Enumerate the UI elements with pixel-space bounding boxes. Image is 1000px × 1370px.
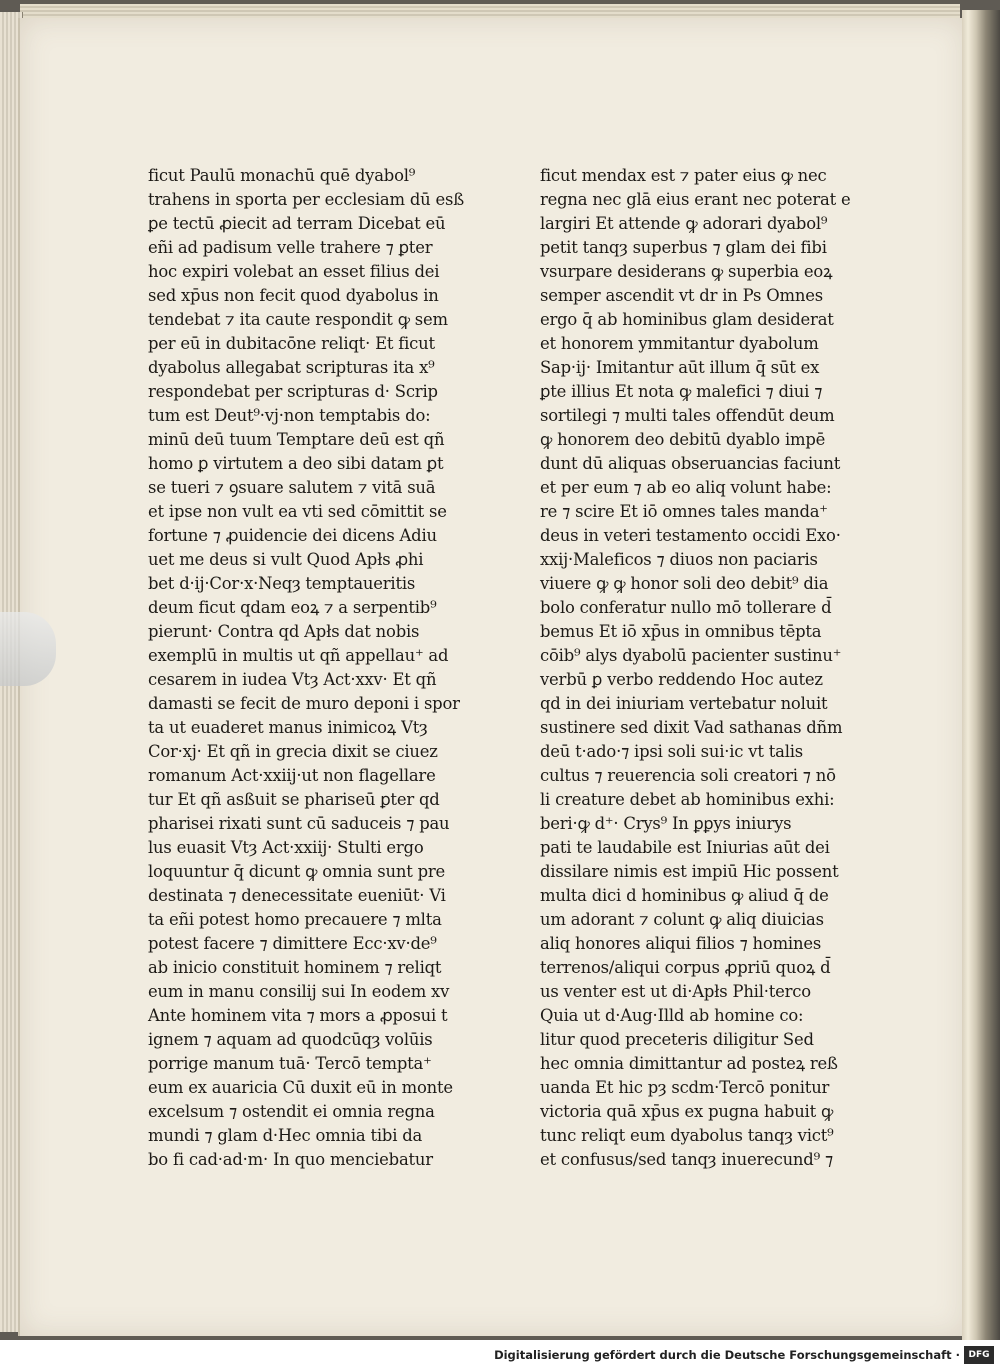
text-line: dyabolus allegabat scripturas ita x⁹	[148, 358, 435, 377]
text-line: lus euasit Vtȝ Act·xxiij· Stulti ergo	[148, 838, 424, 857]
text-line: loquuntur q̄ dicunt ꝙ omnia sunt pre	[148, 862, 446, 881]
text-line: ab inicio constituit hominem ⁊ reliqt	[148, 958, 442, 977]
text-line: hec omnia dimittantur ad posteꝝ reß	[540, 1054, 838, 1073]
text-line: Quia ut d·Aug·Illd ab homine co:	[540, 1006, 804, 1025]
text-line: bolo conferatur nullo mō tollerare d̄	[540, 598, 832, 617]
text-line: tunc reliqt eum dyabolus tanqȝ vict⁹	[540, 1126, 834, 1145]
text-line: verbū ꝑ verbo reddendo Hoc autez	[540, 670, 823, 689]
text-line: hoc expiri volebat an esset filius dei	[148, 262, 440, 281]
text-line: ꝙ honorem deo debitū dyablo impē	[540, 430, 826, 449]
text-line: destinata ⁊ denecessitate eueniūt· Vi	[148, 886, 446, 905]
text-line: vsurpare desiderans ꝙ superbia eoꝝ	[540, 262, 833, 281]
text-line: trahens in sporta per ecclesiam dū esß	[148, 190, 464, 209]
text-line: multa dici d hominibus ꝙ aliud q̄ de	[540, 886, 829, 905]
text-line: pharisei rixati sunt cū saduceis ⁊ pau	[148, 814, 450, 833]
text-line: sed xp̄us non fecit quod dyabolus in	[148, 286, 439, 305]
text-line: cōib⁹ alys dyabolū pacienter sustinu⁺	[540, 646, 842, 665]
text-line: semper ascendit vt dr in Ps Omnes	[540, 286, 823, 305]
text-line: Sap·ij· Imitantur aūt illum q̄ sūt ex	[540, 358, 820, 377]
text-line: mundi ⁊ glam d·Hec omnia tibi da	[148, 1126, 423, 1145]
text-line: eñi ad padisum velle trahere ⁊ ꝑter	[148, 238, 433, 257]
text-line: deus in veteri testamento occidi Exo·	[540, 526, 841, 545]
book-right-edge	[962, 10, 1000, 1340]
footer-bar	[0, 1340, 1000, 1370]
text-line: li creature debet ab hominibus exhi:	[540, 790, 835, 809]
text-line: pierunt· Contra qd Apłs dat nobis	[148, 622, 420, 641]
text-line: viuere ꝙ ꝙ honor soli deo debit⁹ dia	[540, 574, 829, 593]
text-line: dissilare nimis est impiū Hic possent	[540, 862, 839, 881]
text-line: deum ficut qdam eoꝝ ⁊ a serpentib⁹	[148, 598, 437, 617]
text-line: petit tanqȝ superbus ⁊ glam dei fibi	[540, 238, 827, 257]
text-line: damasti se fecit de muro deponi i spor	[148, 694, 460, 713]
text-line: minū deū tuum Temptare deū est qñ	[148, 430, 445, 449]
text-line: tur Et qñ asßuit se phariseū ꝑter qd	[148, 790, 440, 809]
text-line: ta ut euaderet manus inimicoꝝ Vtȝ	[148, 718, 428, 737]
text-line: us venter est ut di·Apłs Phil·terco	[540, 982, 811, 1001]
text-line: exemplū in multis ut qñ appellau⁺ ad	[148, 646, 449, 665]
text-line: uet me deus si vult Quod Apłs ꝓhi	[148, 550, 424, 569]
text-line: ꝑte illius Et nota ꝙ malefici ⁊ diui ⁊	[540, 382, 823, 401]
text-line: per eū in dubitacōne reliqt· Et ficut	[148, 334, 435, 353]
text-line: largiri Et attende ꝙ adorari dyabol⁹	[540, 214, 828, 233]
footer-credit: Digitalisierung gefördert durch die Deutsche Forschungsgemeinschaft ·	[494, 1348, 960, 1362]
text-line: ficut mendax est ⁊ pater eius ꝙ nec	[540, 166, 827, 185]
text-line: tendebat ⁊ ita caute respondit ꝙ sem	[148, 310, 448, 329]
text-line: xxij·Maleficos ⁊ diuos non paciaris	[540, 550, 818, 569]
text-line: eum in manu consilij sui In eodem xv	[148, 982, 450, 1001]
right-text-column	[540, 164, 880, 1172]
text-line: um adorant ⁊ colunt ꝙ aliq diuicias	[540, 910, 824, 929]
text-line: bet d·ij·Cor·x·Neqȝ temptaueritis	[148, 574, 416, 593]
text-line: fortune ⁊ ꝓuidencie dei dicens Adiu	[148, 526, 437, 545]
text-line: regna nec glā eius erant nec poterat e	[540, 190, 851, 209]
text-line: se tueri ⁊ ꝯsuare salutem ⁊ vitā suā	[148, 478, 436, 497]
text-line: ignem ⁊ aquam ad quodcūqȝ volūis	[148, 1030, 433, 1049]
text-line: tum est Deut⁹·vj·non temptabis do:	[148, 406, 431, 425]
text-line: romanum Act·xxiij·ut non flagellare	[148, 766, 436, 785]
text-line: victoria quā xp̄us ex pugna habuit ꝙ	[540, 1102, 834, 1121]
text-line: uanda Et hic pȝ scdm·Tercō ponitur	[540, 1078, 830, 1097]
text-line: cesarem in iudea Vtȝ Act·xxv· Et qñ	[148, 670, 437, 689]
text-line: et ipse non vult ea vti sed cōmittit se	[148, 502, 447, 521]
text-line: Ante hominem vita ⁊ mors a ꝓposui t	[148, 1006, 448, 1025]
text-line: Cor·xj· Et qñ in grecia dixit se ciuez	[148, 742, 438, 761]
text-line: potest facere ⁊ dimittere Ecc·xv·de⁹	[148, 934, 437, 953]
text-line: deū t·ado·⁊ ipsi soli sui·ic vt talis	[540, 742, 803, 761]
text-line: beri·ꝙ d⁺· Crys⁹ In ꝑꝑys iniurys	[540, 814, 792, 833]
text-line: sustinere sed dixit Vad sathanas dñm	[540, 718, 843, 737]
text-line: dunt dū aliquas obseruancias faciunt	[540, 454, 841, 473]
text-line: re ⁊ scire Et iō omnes tales manda⁺	[540, 502, 828, 521]
page-clip	[0, 612, 56, 686]
text-line: qd in dei iniuriam vertebatur noluit	[540, 694, 828, 713]
text-line: ficut Paulū monachū quē dyabol⁹	[148, 166, 416, 185]
left-text-column	[148, 164, 468, 1172]
text-line: sortilegi ⁊ multi tales offendūt deum	[540, 406, 835, 425]
text-line: excelsum ⁊ ostendit ei omnia regna	[148, 1102, 435, 1121]
text-line: aliq honores aliqui filios ⁊ homines	[540, 934, 822, 953]
text-line: et confusus/sed tanqȝ inuerecund⁹ ⁊	[540, 1150, 833, 1169]
text-line: bemus Et iō xp̄us in omnibus tēpta	[540, 622, 822, 641]
text-line: cultus ⁊ reuerencia soli creatori ⁊ nō	[540, 766, 836, 785]
text-line: bo fi cad·ad·m· In quo menciebatur	[148, 1150, 433, 1169]
text-line: eum ex auaricia Cū duxit eū in monte	[148, 1078, 453, 1097]
text-line: et honorem ymmitantur dyabolum	[540, 334, 819, 353]
text-line: terrenos/aliqui corpus ꝓpriū quoꝝ d̄	[540, 958, 831, 977]
text-line: respondebat per scripturas d· Scrip	[148, 382, 438, 401]
text-line: pati te laudabile est Iniurias aūt dei	[540, 838, 830, 857]
text-line: litur quod preceteris diligitur Sed	[540, 1030, 814, 1049]
text-line: porrige manum tuā· Tercō tempta⁺	[148, 1054, 432, 1073]
text-line: ta eñi potest homo precauere ⁊ mlta	[148, 910, 442, 929]
text-line: ergo q̄ ab hominibus glam desiderat	[540, 310, 834, 329]
text-line: ꝑe tectū ꝓiecit ad terram Dicebat eū	[148, 214, 446, 233]
dfg-logo: DFG	[964, 1346, 994, 1364]
text-line: homo ꝑ virtutem a deo sibi datam ꝑt	[148, 454, 444, 473]
text-line: et per eum ⁊ ab eo aliq volunt habe:	[540, 478, 832, 497]
